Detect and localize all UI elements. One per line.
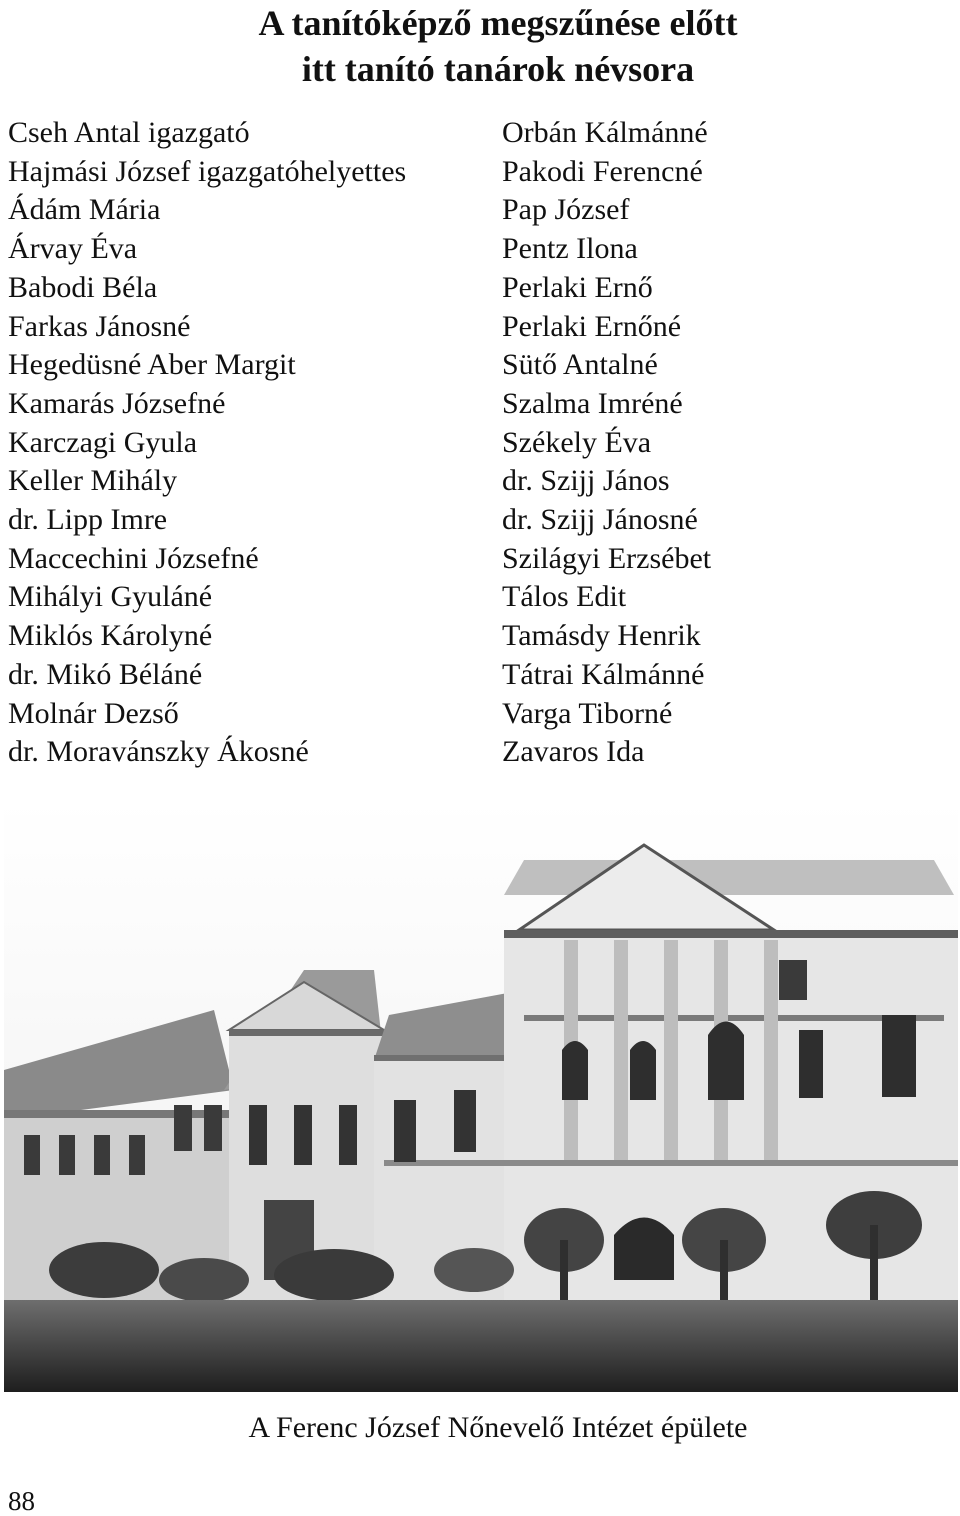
list-item: Zavaros Ida [502, 735, 645, 769]
list-item: Molnár Dezső [8, 696, 179, 730]
list-item: Tátrai Kálmánné [502, 657, 705, 691]
list-item: Sütő Antalné [502, 348, 658, 382]
list-item: Perlaki Ernő [502, 270, 653, 304]
list-item: dr. Mikó Béláné [8, 657, 203, 691]
building-photo [4, 800, 958, 1392]
list-item: Miklós Károlyné [8, 619, 213, 653]
list-item: Hegedüsné Aber Margit [8, 348, 296, 382]
list-item: Tamásdy Henrik [502, 619, 701, 653]
list-item: dr. Moravánszky Ákosné [8, 735, 309, 769]
list-item: Orbán Kálmánné [502, 116, 708, 149]
title-line-1: A tanítóképző megszűnése előtt [258, 3, 738, 43]
page-title [0, 0, 960, 92]
list-item: Székely Éva [502, 425, 652, 459]
list-item: Ádám Mária [8, 193, 161, 227]
list-item: Pakodi Ferencné [502, 154, 703, 188]
list-item: Farkas Jánosné [8, 309, 191, 343]
list-item: Kamarás Józsefné [8, 386, 226, 420]
list-item: Karczagi Gyula [8, 425, 198, 459]
list-item: Tálos Edit [502, 580, 627, 614]
list-item: Perlaki Ernőné [502, 309, 682, 343]
teacher-list-left [8, 114, 406, 772]
list-item: Mihályi Gyuláné [8, 580, 213, 614]
list-item: Babodi Béla [8, 270, 158, 304]
list-item: dr. Lipp Imre [8, 503, 168, 537]
photo-caption: A Ferenc József Nőnevelő Intézet épülete [248, 1411, 748, 1444]
list-item: Pentz Ilona [502, 232, 638, 266]
list-item: dr. Szijj János [502, 464, 670, 498]
list-item: Keller Mihály [8, 464, 178, 498]
list-item: Hajmási József igazgatóhelyettes [8, 154, 407, 188]
list-item: Árvay Éva [8, 232, 138, 266]
list-item: Cseh Antal igazgató [8, 116, 250, 149]
list-item: Maccechini Józsefné [8, 541, 259, 575]
list-item: Szalma Imréné [502, 386, 683, 420]
list-item: dr. Szijj Jánosné [502, 503, 698, 537]
page-number: 88 [8, 1486, 35, 1516]
list-item: Varga Tiborné [502, 696, 673, 730]
list-item: Pap József [502, 193, 630, 227]
list-item: Szilágyi Erzsébet [502, 541, 712, 575]
teacher-list-right [502, 114, 711, 772]
title-line-2: itt tanító tanárok névsora [301, 49, 695, 89]
